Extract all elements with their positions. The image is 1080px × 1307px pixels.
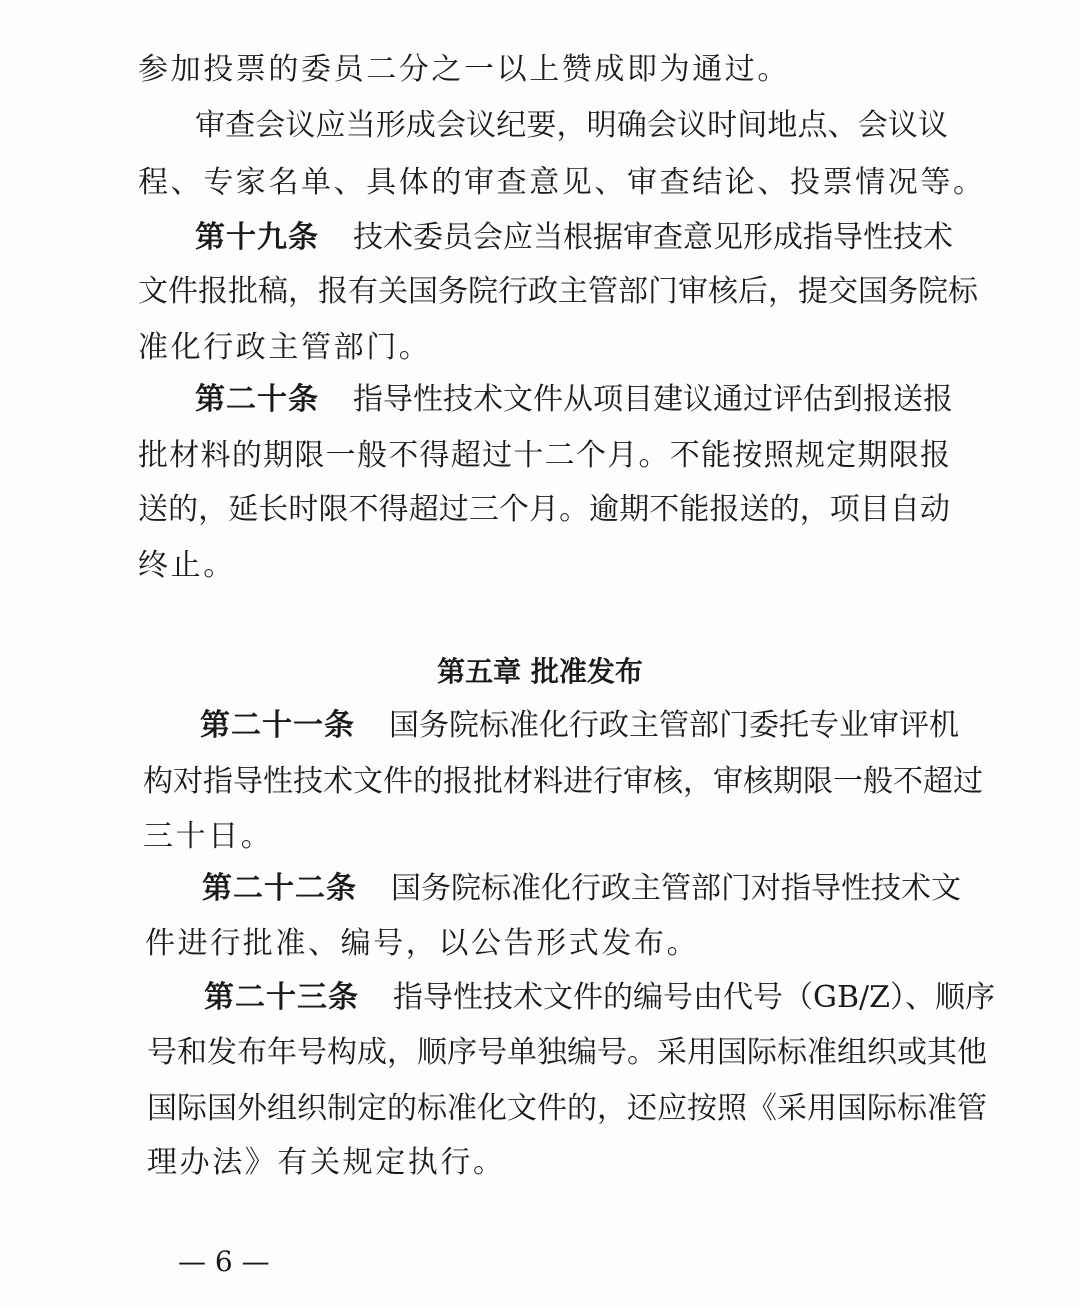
paragraph-line: 送的，延长时限不得超过三个月。逾期不能报送的，项目自动 bbox=[138, 492, 950, 527]
paragraph-line: 审查会议应当形成会议纪要，明确会议时间地点、会议议 bbox=[195, 108, 948, 143]
article-text: 国务院标准化行政主管部门对指导性技术文 bbox=[391, 871, 961, 906]
paragraph-line: 文件报批稿，报有关国务院行政主管部门审核后，提交国务院标 bbox=[138, 274, 978, 309]
page-number: — 6 — bbox=[178, 1245, 270, 1278]
paragraph-line: 批材料的期限一般不得超过十二个月。不能按照规定期限报 bbox=[138, 438, 950, 473]
chapter-heading: 第五章 批准发布 bbox=[437, 655, 643, 688]
paragraph-line: 件进行批准、编号，以公告形式发布。 bbox=[145, 926, 700, 961]
article-title: 第二十一条 bbox=[200, 708, 355, 743]
article-first-line bbox=[204, 978, 995, 1018]
article-first-line bbox=[195, 218, 953, 258]
paragraph-line: 程、专家名单、具体的审查意见、审查结论、投票情况等。 bbox=[138, 165, 986, 200]
paragraph-line: 国际国外组织制定的标准化文件的，还应按照《采用国际标准管 bbox=[147, 1091, 987, 1126]
article-text: 技术委员会应当根据审查意见形成指导性技术 bbox=[353, 220, 953, 255]
paragraph-line: 构对指导性技术文件的报批材料进行审核，审核期限一般不超过 bbox=[143, 764, 983, 799]
paragraph-line: 号和发布年号构成，顺序号单独编号。采用国际标准组织或其他 bbox=[147, 1035, 987, 1070]
article-text: 指导性技术文件从项目建议通过评估到报送报 bbox=[353, 382, 953, 417]
paragraph-line: 参加投票的委员二分之一以上赞成即为通过。 bbox=[138, 52, 790, 87]
article-title: 第二十条 bbox=[195, 382, 319, 417]
article-first-line bbox=[202, 869, 961, 909]
paragraph-line: 终止。 bbox=[138, 548, 236, 583]
paragraph-line: 三十日。 bbox=[143, 819, 274, 854]
article-title: 第二十三条 bbox=[204, 980, 359, 1015]
article-text: 指导性技术文件的编号由代号（GB/Z）、顺序 bbox=[393, 980, 995, 1015]
article-first-line bbox=[200, 706, 959, 746]
paragraph-line: 理办法》有关规定执行。 bbox=[147, 1145, 506, 1180]
article-title: 第二十二条 bbox=[202, 871, 357, 906]
article-first-line bbox=[195, 380, 953, 420]
article-title: 第十九条 bbox=[195, 220, 319, 255]
article-text: 国务院标准化行政主管部门委托专业审评机 bbox=[389, 708, 959, 743]
paragraph-line: 准化行政主管部门。 bbox=[138, 330, 432, 365]
